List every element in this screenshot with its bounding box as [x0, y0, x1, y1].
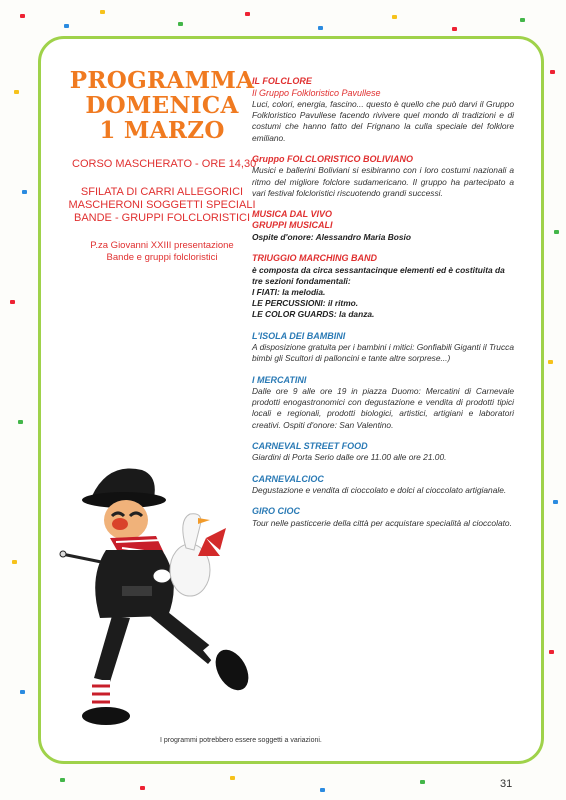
section-heading: I MERCATINI	[252, 374, 307, 385]
section-text: A disposizione gratuita per i bambini i mitici: Gonfiabili Giganti il Trucca bimbi gli Scultori di palloncini e tante altre sorprese...)	[252, 342, 514, 364]
section-heading: CARNEVALCIOC	[252, 473, 324, 484]
confetti-piece	[548, 360, 553, 364]
confetti-piece	[452, 27, 457, 31]
cane-tip-icon	[60, 551, 66, 557]
confetti-piece	[554, 230, 559, 234]
section-carnevalcioc	[252, 474, 514, 497]
confetti-piece	[100, 10, 105, 14]
section-girocioc	[252, 506, 514, 529]
confetti-piece	[520, 18, 525, 22]
section-streetfood	[252, 441, 514, 464]
coat-icon	[95, 550, 174, 618]
piazza-line: P.za Giovanni XXIII presentazione	[90, 240, 234, 251]
nose-icon	[112, 518, 128, 530]
page-number: 31	[500, 778, 513, 790]
left-shoe-icon	[82, 707, 130, 725]
confetti-piece	[60, 778, 65, 782]
section-text: Tour nelle pasticcerie della città per acquistare specialità al cioccolato.	[252, 517, 512, 528]
section-heading: Gruppo FOLCLORISTICO BOLIVIANO	[252, 153, 413, 164]
section-bambini	[252, 331, 514, 365]
confetti-piece	[549, 650, 554, 654]
section-subheading: Il Gruppo Folkloristico Pavullese	[252, 87, 381, 98]
carnival-mascot-illustration	[58, 458, 254, 748]
title-line: PROGRAMMA	[69, 67, 255, 94]
confetti-piece	[18, 420, 23, 424]
section-folclore	[252, 76, 514, 144]
section-heading: TRIUGGIO MARCHING BAND	[252, 253, 377, 264]
confetti-piece	[553, 500, 558, 504]
belt-icon	[122, 586, 152, 596]
section-text: Ospite d'onore: Alessandro Maria Bosio	[252, 231, 411, 242]
program-title	[68, 68, 256, 143]
confetti-piece	[14, 90, 19, 94]
confetti-piece	[245, 12, 250, 16]
sfilata-line: MASCHERONI SOGGETTI SPECIALI	[68, 199, 256, 211]
section-line: LE PERCUSSIONI: il ritmo.	[252, 298, 359, 309]
section-text: Luci, colori, energia, fascino... questo è quello che può darvi il Gruppo Folkloristico Pavullese facendo rivivere quel mondo di tradizioni e di costumi che hanno fatto del Frignano la culla speciale del folklore emiliano.	[252, 99, 514, 143]
section-boliviano	[252, 154, 514, 199]
face-icon	[104, 500, 148, 540]
confetti-piece	[140, 786, 145, 790]
section-line: LE COLOR GUARDS: la danza.	[252, 309, 375, 320]
section-heading: CARNEVAL STREET FOOD	[252, 440, 368, 451]
section-heading: L'ISOLA DEI BAMBINI	[252, 330, 346, 341]
section-truggio	[252, 253, 514, 321]
confetti-piece	[10, 300, 15, 304]
section-subheading: GRUPPI MUSICALI	[252, 220, 333, 231]
confetti-piece	[550, 70, 555, 74]
left-leg-icon	[94, 616, 130, 682]
confetti-piece	[20, 690, 25, 694]
footnote: I programmi potrebbero essere soggetti a variazioni.	[160, 737, 322, 744]
confetti-piece	[178, 22, 183, 26]
glove-icon	[153, 569, 171, 583]
right-leg-icon	[150, 612, 218, 664]
confetti-piece	[12, 560, 17, 564]
confetti-piece	[22, 190, 27, 194]
confetti-piece	[420, 780, 425, 784]
confetti-piece	[318, 26, 323, 30]
section-heading: GIRO CIOC	[252, 506, 301, 517]
section-line: I FIATI: la melodia.	[252, 287, 326, 298]
section-text: Musici e ballerini Boliviani si esibiranno con i loro costumi nazionali a ritmo del migliore folclore sudamericano. Il gruppo ha partecipato a vari festival folcloristici riscuotendo grandi successi.	[252, 165, 514, 198]
confetti-piece	[320, 788, 325, 792]
confetti-piece	[20, 14, 25, 18]
bow-icon	[198, 528, 226, 556]
title-line: 1 MARZO	[99, 117, 225, 144]
section-text: Dalle ore 9 alle ore 19 in piazza Duomo: Mercatini di Carnevale prodotti enogastronomici con degustazione e vendita di prodotti tipici locali e regionali, prodotti biologici, artistici, artigiani e laboratori creativi. Ospiti d'onore: San Valentino.	[252, 386, 514, 430]
section-line: è composta da circa sessantacinque elementi ed è costituita da tre sezioni fondamentali:	[252, 264, 505, 286]
goose-beak-icon	[198, 518, 210, 524]
confetti-piece	[392, 15, 397, 19]
section-mercatini	[252, 375, 514, 431]
piazza-line: Bande e gruppi folcloristici	[106, 252, 218, 263]
sfilata-block	[68, 186, 256, 225]
section-heading: MUSICA DAL VIVO	[252, 208, 333, 219]
corso-mascherato: CORSO MASCHERATO - ORE 14,30	[72, 158, 257, 170]
sfilata-line: BANDE - GRUPPI FOLCLORISTICI	[73, 212, 251, 224]
sfilata-line: SFILATA DI CARRI ALLEGORICI	[80, 186, 244, 198]
section-text: Giardini di Porta Serio dalle ore 11.00 alle ore 21.00.	[252, 452, 447, 463]
program-details	[252, 76, 514, 539]
confetti-piece	[230, 776, 235, 780]
section-text: Degustazione e vendita di cioccolato e dolci al cioccolato artigianale.	[252, 485, 507, 496]
title-line: DOMENICA	[85, 92, 239, 119]
section-musica	[252, 209, 514, 243]
section-heading: IL FOLCLORE	[252, 76, 312, 86]
confetti-piece	[64, 24, 69, 28]
piazza-block	[80, 240, 244, 264]
